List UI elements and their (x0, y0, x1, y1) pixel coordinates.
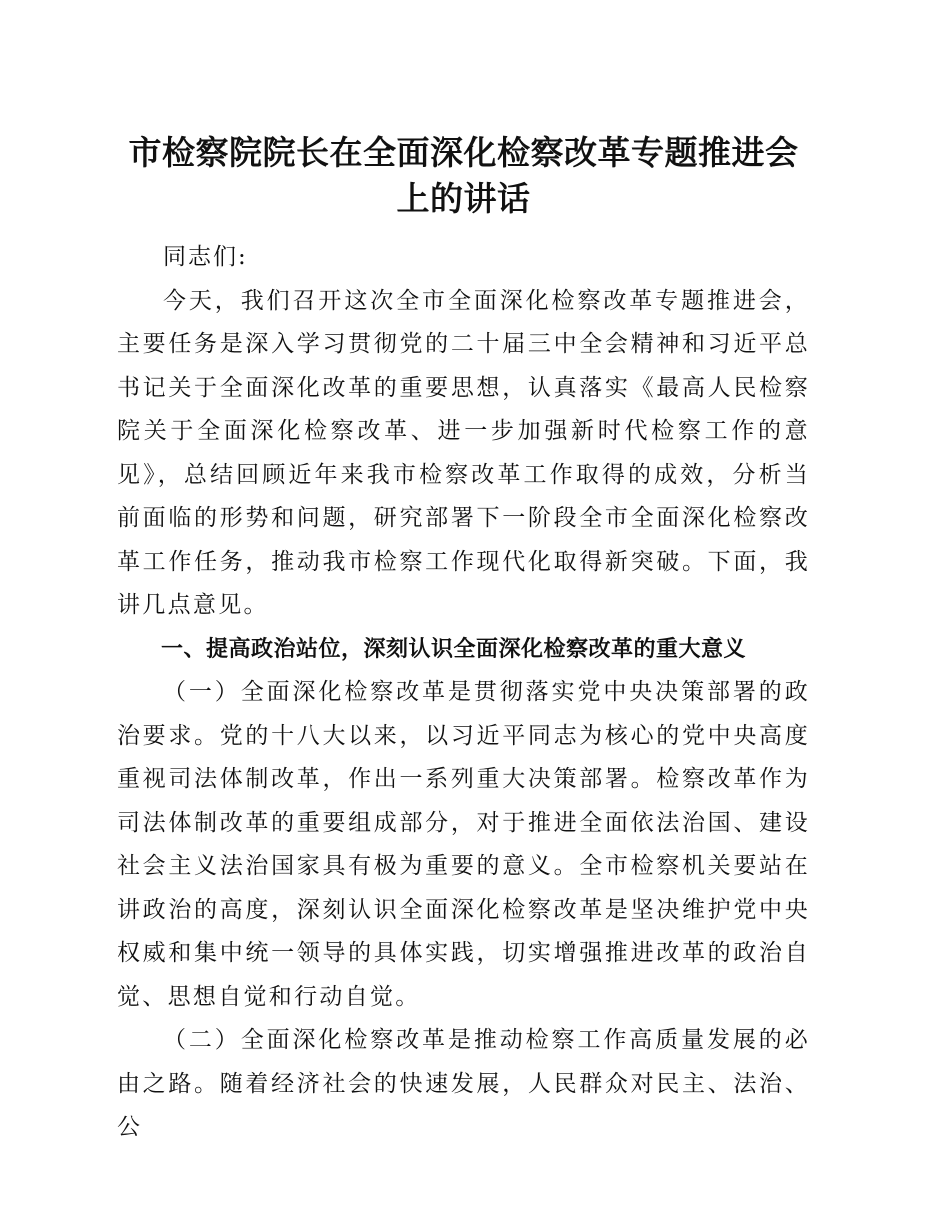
section-heading-1: 一、提高政治站位，深刻认识全面深化检察改革的重大意义 (161, 636, 747, 662)
section-1-point-1: （一）全面深化检察改革是贯彻落实党中央决策部署的政治要求。党的十八大以来，以习近平同志为核心的党中央高度重视司法体制改革，作出一系列重大决策部署。检察改革作为司法体制改革的重要组成部分，对于推进全面依法治国、建设社会主义法治国家具有极为重要的意义。全市检察机关要站在讲政治的高度，深刻认识全面深化检察改革是坚决维护党中央权威和集中统一领导的具体实践，切实增强推进改革的政治自觉、思想自觉和行动自觉。 (117, 679, 810, 1010)
section-1-point-2: （二）全面深化检察改革是推动检察工作高质量发展的必由之路。随着经济社会的快速发展，人民群众对民主、法治、公 (117, 1027, 810, 1140)
intro-paragraph: 今天，我们召开这次全市全面深化检察改革专题推进会，主要任务是深入学习贯彻党的二十届三中全会精神和习近平总书记关于全面深化改革的重要思想，认真落实《最高人民检察院关于全面深化检察改革、进一步加强新时代检察工作的意见》，总结回顾近年来我市检察改革工作取得的成效，分析当前面临的形势和问题，研究部署下一阶段全市全面深化检察改革工作任务，推动我市检察工作现代化取得新突破。下面，我讲几点意见。 (117, 287, 810, 618)
salutation: 同志们: (163, 244, 248, 270)
document-title: 市检察院院长在全面深化检察改革专题推进会上的讲话 (128, 133, 799, 218)
